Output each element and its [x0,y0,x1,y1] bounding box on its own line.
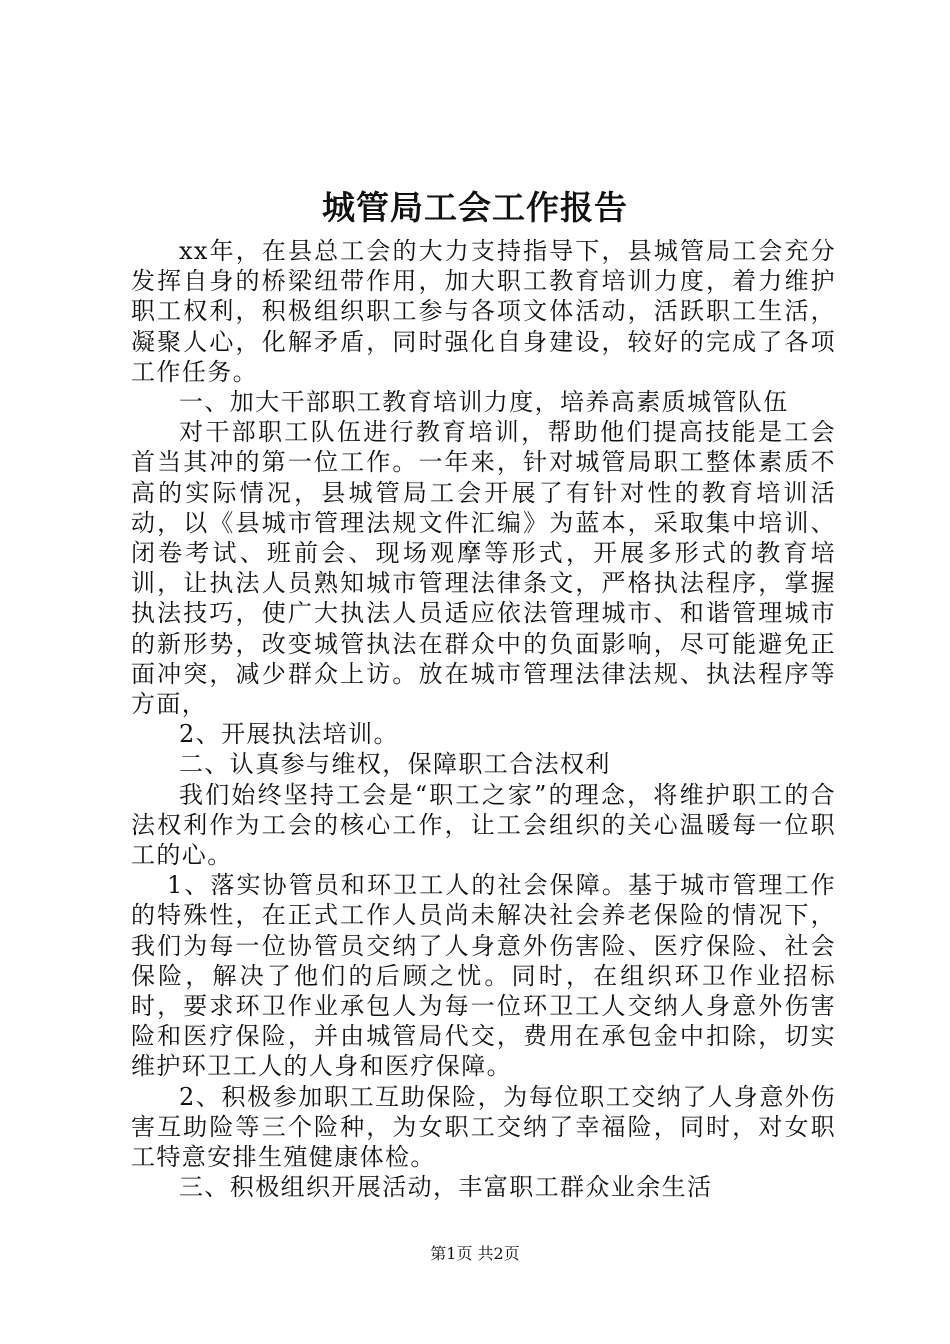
section-heading-2: 二、认真参与维权，保障职工合法权利 [179,750,611,779]
paragraph-intro: xx年，在县总工会的大力支持指导下，县城管局工会充分发挥自身的桥梁纽带作用，加大职工教育培训力度，着力维护职工权利，积极组织职工参与各项文体活动，活跃职工生活，凝聚人心，化解矛盾，同时强化自身建设，较好的完成了各项工作任务。 [131,237,836,386]
document-title: 城管局工会工作报告 [322,188,628,227]
page-number-footer: 第1页 共2页 [430,1244,520,1263]
section-heading-3: 三、积极组织开展活动，丰富职工群众业余生活 [179,1173,713,1202]
list-item-training-2: 2、开展执法培训。 [179,720,399,749]
paragraph-training: 对干部职工队伍进行教育培训，帮助他们提高技能是工会首当其冲的第一位工作。一年来，针对城管局职工整体素质不高的实际情况，县城管局工会开展了有针对性的教育培训活动，以《县城市管理法规文件汇编》为蓝本，采取集中培训、闭卷考试、班前会、现场观摩等形式，开展多形式的教育培训，让执法人员熟知城市管理法律条文，严格执法程序，掌握执法技巧，使广大执法人员适应依法管理城市、和谐管理城市的新形势，改变城管执法在群众中的负面影响，尽可能避免正面冲突，减少群众上访。放在城市管理法律法规、执法程序等方面， [131,418,836,719]
list-item-rights-2: 2、积极参加职工互助保险，为每位职工交纳了人身意外伤害互助险等三个险种，为女职工交纳了幸福险，同时，对女职工特意安排生殖健康体检。 [131,1082,836,1172]
document-body [131,236,836,1203]
paragraph-rights: 我们始终坚持工会是“职工之家”的理念，将维护职工的合法权利作为工会的核心工作，让工会组织的关心温暖每一位职工的心。 [131,780,836,870]
section-heading-1: 一、加大干部职工教育培训力度，培养高素质城管队伍 [179,388,789,417]
list-item-rights-1: 1、落实协管员和环卫工人的社会保障。基于城市管理工作的特殊性，在正式工作人员尚未解决社会养老保险的情况下，我们为每一位协管员交纳了人身意外伤害险、医疗保险、社会保险，解决了他们的后顾之忧。同时，在组织环卫作业招标时，要求环卫作业承包人为每一位环卫工人交纳人身意外伤害险和医疗保险，并由城管局代交，费用在承包金中扣除，切实维护环卫工人的人身和医疗保障。 [131,871,836,1081]
